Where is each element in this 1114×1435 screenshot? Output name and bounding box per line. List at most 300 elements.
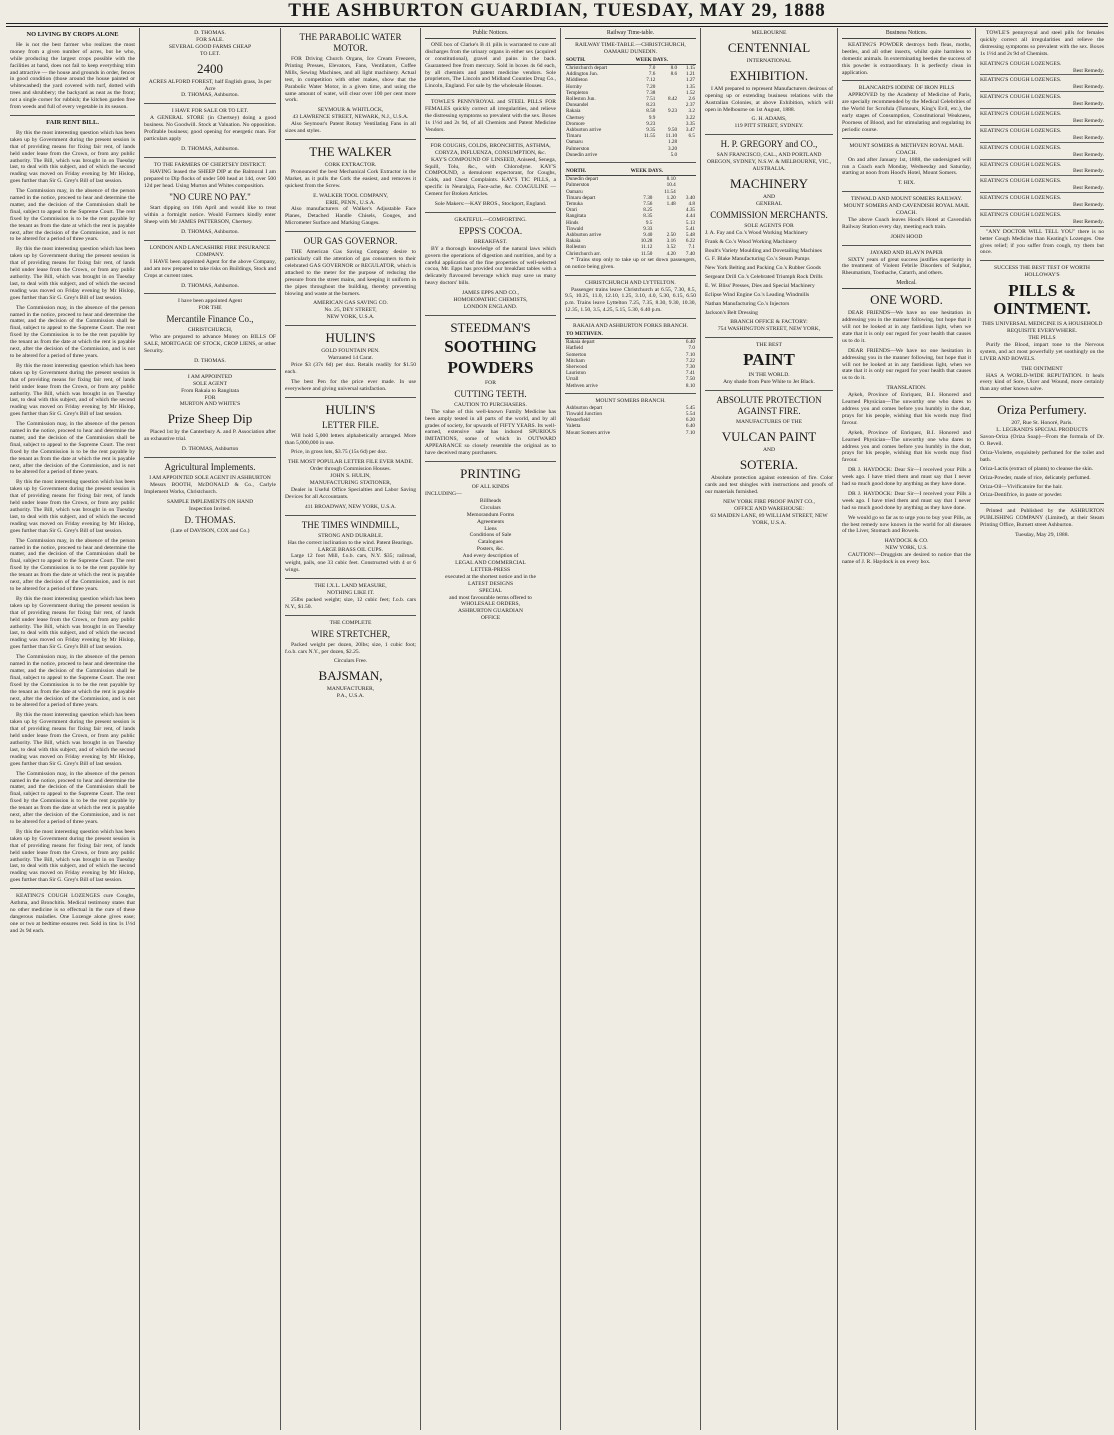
table-cell: 9.35 — [646, 126, 656, 133]
ad-subtitle: WIRE STRETCHER, — [311, 628, 390, 639]
table-cell: 8.50 — [646, 108, 656, 115]
oriza-item: Oriza-Lactis (extract of plants) to cleanse the skin. — [980, 465, 1094, 472]
table-cell: Rolleston Jun. — [566, 95, 596, 102]
ad-signature: D. THOMAS, Ashburton — [181, 446, 239, 453]
ad-subtitle: NOTHING LIKE IT. — [326, 590, 375, 597]
ad-caution: CAUTION TO PURCHASERS. — [454, 401, 527, 408]
divider — [285, 515, 416, 516]
table-cell: Addington Jun. — [566, 71, 598, 78]
table-row — [565, 430, 696, 436]
firm-general: GENERAL — [755, 200, 783, 207]
firm-address: SAN FRANCISCO, CAL., AND PORTLAND OREGON, SYDNEY, N.S.W. & MELBOURNE, VIC., AUSTRALIA. — [706, 152, 832, 173]
ad-order: Order through Commission Houses. — [310, 466, 391, 473]
ad-text: FOR Driving Church Organs, Ice Cream Freezers, Printing Presses, Elevators, Fans, Ventilators, Coffee Mills, Sewing Machines, and all light machinery. Actual test, in competition with other makes, show that the Parabolic Water Motor, in a given time, and using the same amount of water, will clear over 100 per cent more work. — [285, 56, 416, 104]
table-cell: Somerton — [566, 351, 587, 358]
oriza-item: Oriza-Powder, made of rice, delicately perfumed. — [980, 474, 1091, 481]
ad-text: I AM prepared to represent Manufacturers desirous of opening up or extending business relations with the Australian Colonies, at above Exhibition, which will open in Melbourne on 1st August, 1888. — [705, 85, 833, 113]
article-paragraph: By this the most interesting question which has been taken up by Government during the present session is that of providing means for fixing fair rent, of lands held under lease from the Crown, or from any public authority. The Bill, which was brought in on Tuesday last, to deal with this subject, and of which the second reading was moved on Friday evening by Mr Hislop, goes further than Sir G. Grey's Bill of last session. — [10, 479, 135, 534]
divider — [842, 191, 971, 192]
ad-text: "ANY DOCTOR WILL TELL YOU" there is no better Cough Medicine than Keating's Lozenges. One gives relief; if you suffer from cough, try them but once. — [980, 228, 1104, 256]
printing-office: ASHBURTON GUARDIAN — [458, 608, 523, 615]
ad-subtitle: THE OINTMENT — [1021, 365, 1063, 372]
table-cell: 7.20 — [646, 83, 656, 90]
table-cell: 7.51 — [646, 95, 656, 102]
oriza-item: Savon-Oriza (Oriza Soap)—From the formula of Dr. O. Reveil. — [980, 434, 1104, 447]
ad-subtitle: CORK EXTRACTOR. — [324, 161, 377, 168]
firm-commission: COMMISSION MERCHANTS. — [710, 209, 828, 220]
table-header: TO METHVEN. — [565, 330, 696, 339]
agent-item: G. F. Blake Manufacturing Co.'s Steam Pumps — [705, 256, 810, 263]
ad-invite: Inspection Invited. — [189, 505, 231, 512]
vulcan-and: AND — [762, 447, 776, 454]
table-cell: Sherwood — [566, 364, 588, 371]
article-paragraph: The Commission may, in the absence of the person named in the notice, proceed to hear and determine the matter, and the decision of the Commission shall be final, subject to appeal to the Supreme Court. The rent fixed by the Commission is to be the rent payable by the tenant as from the date at which the rent is payable next, after the decision of the Commission, and is not to be altered for a period of three years. — [10, 770, 135, 825]
table-cell: 1.35 — [685, 83, 695, 90]
printing-line: SPECIAL — [479, 587, 502, 594]
lozenge-sub: Best Remedy. — [1072, 168, 1104, 175]
table-cell: 6.20 — [685, 417, 695, 424]
ad-signature: D. THOMAS, Ashburton. — [181, 145, 239, 152]
table-cell: Temuka — [566, 200, 583, 207]
lozenge-sub: Best Remedy. — [1072, 151, 1104, 158]
ad-maker: SEYMOUR & WHITLOCK, — [317, 107, 384, 114]
lozenge-ad — [980, 111, 1104, 126]
ad-signature: D. THOMAS. — [194, 357, 226, 364]
table-cell: Oamaru — [566, 139, 583, 146]
divider — [144, 240, 276, 241]
ad-subtitle: MOUNT SOMERS AND CAVENDISH ROYAL MAIL COACH. — [843, 203, 970, 217]
column-3 — [281, 28, 421, 1430]
ad-address: NEW YORK, U.S. — [885, 545, 928, 552]
ad-title: HULIN'S — [325, 330, 376, 346]
table-cell: 7.40 — [685, 250, 695, 257]
table-cell: Hornby — [566, 83, 582, 90]
ad-title: OUR GAS GOVERNOR. — [303, 236, 398, 247]
column-5 — [561, 28, 701, 1430]
table-cell: Christchurch arr. — [566, 250, 601, 257]
table-cell: 6.22 — [685, 238, 695, 245]
table-row — [565, 383, 696, 389]
table-cell: 10.28 — [640, 238, 653, 245]
section-heading: Medical. — [842, 280, 971, 289]
table-cell: 7.1 — [688, 244, 695, 251]
company-office: OFFICE AND WAREHOUSE: — [734, 505, 804, 512]
ad-text: KAY'S COMPOUND OF LINSEED, Aniseed, Senega, Squill, Tolu, &c., with Chlorodyne. KAY'S COMPOUND, a demulcent expectorant, for Coughs, Colds, and Chest Complaints. KAY'S TIC PILLS, a specific in Neuralgia, Face-ache, &c. COAGULINE — Cement for Broken Articles. — [425, 156, 556, 198]
printing-item: Conditions of Sale — [469, 532, 512, 539]
branch-address: 754 WASHINGTON STREET, NEW YORK, — [717, 325, 821, 332]
divider — [565, 275, 696, 276]
lozenge-sub: Best Remedy. — [1072, 134, 1104, 141]
divider — [705, 337, 833, 338]
ad-text: Pronounced the best Mechanical Cork Extractor in the Market, as it pulls the Cork the easiest, and removes it quickest from the Screw. — [285, 168, 416, 189]
lozenge-title: KEATING'S COUGH LOZENGES. — [980, 94, 1062, 101]
ad-address: P.A., U.S.A. — [336, 693, 365, 700]
ad-text: Placed 1st by the Canterbury A. and P. Association after an exhaustive trial. — [144, 429, 276, 443]
ad-text: SEVERAL GOOD FARMS CHEAP — [168, 43, 252, 50]
ad-address: ERIE, PENN., U.S.A. — [325, 199, 376, 206]
ad-product: Prize Sheep Dip — [167, 411, 253, 427]
ad-text: I HAVE been appointed Agent for the above Company, and am now prepared to take risks on Buildings, Stock and Crops at current rates. — [144, 258, 276, 279]
ad-note: SAMPLE IMPLEMENTS ON HAND — [166, 498, 254, 505]
ad-maker: E. WALKER TOOL COMPANY, — [313, 192, 388, 199]
table-cell: 6.5 — [688, 133, 695, 140]
ad-text: On and after January 1st, 1888, the undersigned will run a Coach each Monday, Wednesday and Saturday, starting at noon from Hood's Hotel, Mount Somers. — [842, 156, 971, 177]
lozenge-title: KEATING'S COUGH LOZENGES. — [980, 77, 1062, 84]
lozenge-sub: Best Remedy. — [1072, 101, 1104, 108]
table-row — [565, 339, 696, 346]
table-cell: Valetta — [566, 423, 581, 430]
ad-subtitle: GOLD FOUNTAIN PEN. — [321, 348, 380, 355]
ad-quote: "NO CURE NO PAY." — [169, 192, 251, 203]
printing-subtitle: OF ALL KINDS — [471, 484, 510, 491]
ad-text: The above Coach leaves Hood's Hotel at Cavendish Railway Station every day, meeting each train. — [842, 216, 971, 230]
article-paragraph: The Commission may, in the absence of the person named in the notice, proceed to hear and determine the matter, and the decision of the Commission shall be final, subject to appeal to the Supreme Court. The rent fixed by the Commission is to be the rent payable by the tenant as from the date at which the rent is payable next, after the decision of the Commission, and is not to be altered for a period of three years. — [10, 654, 135, 709]
printing-item: Catalogues — [478, 539, 503, 546]
divider — [144, 293, 276, 294]
ad-text: A GENERAL STORE (in Chertsey) doing a good business. No Goodwill. Stock at Valuation. No opposition. Profitable business; good opening for energetic man. For particulars apply — [144, 115, 276, 142]
ad-maker: BAJSMAN, — [318, 668, 383, 684]
table-row — [565, 152, 696, 158]
table-row — [565, 176, 696, 183]
article-paragraph: By this the most interesting question which has been taken up by Government during the present session is that of providing means for fixing fair rent, of lands held under lease from the Crown, or from any public authority. The Bill, which was brought in on Tuesday last, to deal with this subject, and of which the second reading was moved on Friday evening by Mr Hislop, goes further than Sir G. Grey's Bill of last session. — [10, 828, 135, 884]
ad-note: The best Pen for the price ever made. In use everywhere and giving universal satisfaction. — [285, 378, 416, 392]
ad-heading: FOR COUGHS, COLDS, BRONCHITIS, ASTHMA, CORYZA, INFLUENZA, CONSUMPTION, &c. — [430, 142, 551, 156]
oriza-list — [980, 434, 1104, 499]
lozenge-sub: Best Remedy. — [1072, 117, 1104, 124]
table-cell: 6.40 — [685, 339, 695, 346]
ad-text: Has the correct inclination to the wind. Patent Bearings. — [287, 539, 414, 546]
printing-including: INCLUDING— — [425, 490, 462, 497]
divider — [425, 461, 556, 462]
protection-subtitle: MANUFACTURES OF THE — [736, 419, 802, 426]
table-cell: Urrall — [566, 376, 579, 383]
ad-title: BLANCARD'S IODINE OF IRON PILLS — [858, 85, 955, 92]
section-heading: RAKAIA AND ASHBURTON FORKS BRANCH. — [572, 323, 689, 330]
agent-item: Sergeant Drill Co.'s Celebrated Triumph Rock Drills — [705, 274, 823, 281]
table-cell: Templeton — [566, 89, 589, 96]
table-cell: Dromore — [566, 120, 585, 127]
agent-item: E. W. Bliss' Presses, Dies and Special Machinery — [705, 283, 815, 290]
ad-text: BY a thorough knowledge of the natural laws which govern the operations of digestion and nutrition, and by a careful application of the fine properties of well-selected cocoa, Mr. Epps has provided our breakfast tables with a delicately flavoured beverage which may save us many heavy doctors' bills. — [425, 245, 556, 287]
table-cell: 11.10 — [665, 133, 678, 140]
table-cell: 3.47 — [685, 126, 695, 133]
divider — [565, 393, 696, 394]
printing-line: LATEST DESIGNS — [467, 580, 514, 587]
divider — [425, 212, 556, 213]
ad-brand: HOLLOWAY'S — [1024, 272, 1060, 279]
article-paragraph: By this the most interesting question which has been taken up by Government during the present session is that of providing means for fixing fair rent, of lands held under lease from the Crown, or from any public authority. The Bill, which was brought in on Tuesday last, to deal with this subject, and of which the second reading was moved on Friday evening by Mr Hislop, goes further than Sir G. Grey's Bill of last session. — [10, 129, 135, 185]
table-cell: Oamaru — [566, 188, 583, 195]
table-cell: 8.10 — [666, 176, 676, 183]
table-cell: 2.37 — [685, 102, 695, 109]
table-cell: 9.23 — [668, 108, 678, 115]
divider — [980, 397, 1104, 398]
divider — [980, 260, 1104, 261]
ad-popular: THE MOST POPULAR LETTER FILE EVER MADE. — [287, 459, 414, 466]
divider — [10, 115, 135, 116]
section-heading: Railway Time-table. — [565, 30, 696, 39]
ad-text: Aykeh, Province of Enriquez, B.I. Honored and Learned Physician—The unworthy one who dares to address you and comes before you humbly in the dust, prays for his people, wishing that his words may find favour. — [842, 392, 971, 426]
table-cell: Timaru depart — [566, 194, 596, 201]
table-cell: 3.40 — [685, 194, 695, 201]
table-cell: Mitcham — [566, 357, 585, 364]
timetable-note: * Trains stop only to take up or set down passengers, on notice being given. — [565, 256, 696, 270]
ad-for: FOR — [204, 394, 216, 401]
column-4 — [421, 28, 561, 1430]
table-cell: 7.0 — [688, 345, 695, 352]
soteria-text: Absolute protection against extension of fire. Color cards and test shingles with instructions and proofs of our materials furnished. — [705, 475, 833, 495]
lozenge-ad — [980, 77, 1104, 92]
divider — [10, 888, 135, 889]
ad-address: 411 BROADWAY, NEW YORK, U.S.A. — [304, 503, 397, 510]
ad-acres: 2400 — [197, 60, 223, 76]
article-paragraph: By this the most interesting question which has been taken up by Government during the present session is that of providing means for fixing fair rent, of lands held under lease from the Crown, or from any public authority. The Bill, which was brought in on Tuesday last, to deal with this subject, and of which the second reading was moved on Friday evening by Mr Hislop, goes further than Sir G. Grey's Bill of last session. — [10, 246, 135, 301]
ad-title: STEEDMAN'S — [450, 319, 531, 335]
ad-city: CHRISTCHURCH, — [187, 327, 233, 334]
ad-text: HAS A WORLD-WIDE REPUTATION. It heals every kind of Sore, Ulcer and Wound, more certainly than any other known salve. — [980, 372, 1104, 393]
lozenge-sub: Best Remedy. — [1072, 84, 1104, 91]
ad-signature: JOHN HOOD — [890, 233, 923, 240]
table-cell: 3.22 — [685, 114, 695, 121]
table-cell — [630, 176, 654, 183]
lozenge-ad — [980, 162, 1104, 177]
divider — [285, 578, 416, 579]
table-cell: 8.10 — [685, 382, 695, 389]
column-8 — [976, 28, 1108, 1430]
ad-title: ONE WORD. — [870, 292, 943, 308]
oriza-item: Oriza-Violette, exquisitely perfumed for the toilet and bath. — [980, 449, 1104, 463]
ad-title: EXHIBITION. — [729, 67, 809, 83]
table-cell: 9.33 — [643, 225, 653, 232]
ad-trade: MANUFACTURING STATIONER, — [309, 480, 392, 487]
protection-title: ABSOLUTE PROTECTION AGAINST FIRE. — [716, 395, 822, 417]
divider — [980, 503, 1104, 504]
divider — [425, 138, 556, 139]
agent-item: New York Belting and Packing Co.'s Rubber Goods — [705, 265, 821, 272]
table-cell: Rakaia — [566, 108, 581, 115]
table-cell: 4.44 — [685, 213, 695, 220]
table-cell: 5.13 — [685, 219, 695, 226]
article-paragraph: By this the most interesting question which has been taken up by Government during the present session is that of providing means for fixing fair rent, of lands held under lease from the Crown, or from any public authority. The Bill, which was brought in on Tuesday last, to deal with this subject, and of which the second reading was moved on Friday evening by Mr Hislop, goes further than Sir G. Grey's Bill of last session. — [10, 362, 135, 418]
table-cell: 7.30 — [643, 194, 653, 201]
table-cell: 7.41 — [685, 370, 695, 377]
lozenge-title: KEATING'S COUGH LOZENGES. — [980, 127, 1062, 134]
ad-for: FOR — [485, 379, 496, 386]
article-heading: FAIR RENT BILL. — [46, 118, 99, 126]
divider — [842, 245, 971, 246]
imprint-date: Tuesday, May 29, 1888. — [1015, 532, 1069, 539]
company-address: 63 MAIDEN LANE, 89 WILLIAM STREET, NEW YORK, U.S.A. — [710, 512, 828, 526]
ad-city: NEW YORK, U.S.A. — [326, 314, 375, 321]
ad-signature: T. HIX. — [897, 180, 916, 187]
masthead-rule-double — [6, 26, 1108, 27]
table-cell: 7.22 — [685, 357, 695, 364]
table-cell: 6.40 — [685, 423, 695, 430]
printing-items — [425, 498, 556, 553]
ad-circulars: Circulars Free. — [333, 658, 368, 665]
imprint: Printed and Published by the ASHBURTON PUBLISHING COMPANY (Limited), at their Steam Printing Office, Burnett street Ashburton. — [980, 508, 1104, 529]
ad-text: ACRES ALFORD FOREST, half English grass, 3s per Acre — [148, 78, 272, 92]
ad-title: JAYARD AND BLAYN PAPER — [870, 249, 943, 256]
printing-line: And every description of — [462, 553, 519, 560]
oriza-item: Oriza-Dentifrice, in paste or powder. — [980, 492, 1063, 499]
divider — [144, 157, 276, 158]
printing-line: WHOLESALE ORDERS, — [460, 601, 521, 608]
table-cell: 8.42 — [668, 95, 678, 102]
firm-and: AND — [762, 193, 776, 200]
table-cell: 5.54 — [685, 411, 695, 417]
table-cell: 3.35 — [685, 120, 695, 127]
vulcan-title: VULCAN PAINT — [721, 429, 817, 445]
table-cell: 9.9 — [648, 114, 656, 121]
table-cell: 7.56 — [643, 200, 653, 207]
lozenge-ad — [980, 178, 1104, 193]
table-cell: 10.4 — [666, 182, 676, 189]
table-cell: 8.0 — [670, 64, 678, 71]
ad-title: MOUNT SOMERS & METHVEN ROYAL MAIL COACH. — [849, 142, 964, 156]
masthead — [0, 0, 1114, 22]
table-cell: 11.55 — [643, 133, 656, 140]
ad-text: 25lbs packed weight; size, 12 cubic feet; f.o.b. cars N.Y., $1.50. — [285, 596, 416, 610]
table-cell: 1.27 — [685, 77, 695, 84]
table-cell: Dunedin depart — [566, 176, 599, 183]
article-paragraph: The Commission may, in the absence of the person named in the notice, proceed to hear and determine the matter, and the decision of the Commission shall be final, subject to appeal to the Supreme Court. The rent fixed by the Commission is to be the rent payable by the tenant as from the date at which the rent is payable next, after the decision of the Commission, and is not to be altered for a period of three years. — [10, 537, 135, 592]
ad-text: LARGE BRASS OIL CUPS. — [317, 546, 384, 553]
columns — [6, 28, 1108, 1430]
ad-subtitle: THE PILLS — [1028, 335, 1056, 341]
table-cell: Lauriston — [566, 370, 586, 377]
table-cell: 4.35 — [685, 207, 695, 214]
ad-text: Messrs BOOTH, McDONALD & Co., Carlyle Implement Works, Christchurch. — [144, 481, 276, 495]
ad-address: 207, Rue St. Honoré, Paris. — [1011, 420, 1073, 427]
ad-heading: SUCCESS THE BEST TEST OF WORTH — [994, 265, 1090, 272]
divider — [144, 457, 276, 458]
column-6 — [701, 28, 838, 1430]
printing-line: LETTER-PRESS — [470, 566, 511, 573]
ad-text: DEAR FRIENDS—We have no one hesitation in addressing you in the manner following, but hope that it will not be looked at in any fastidious light, when we state that it is only our regard for your health that causes us to do it. — [842, 310, 971, 344]
section-heading: MOUNT SOMERS BRANCH. — [595, 397, 666, 404]
table-cell: 4.20 — [666, 250, 676, 257]
divider — [144, 369, 276, 370]
lozenge-title: KEATING'S COUGH LOZENGES. — [980, 161, 1062, 168]
table-cell: 1.28 — [668, 139, 678, 146]
ad-signature: D. THOMAS. — [184, 514, 236, 525]
table-cell — [678, 152, 696, 158]
column-1 — [6, 28, 140, 1430]
lozenge-sub: Best Remedy. — [1072, 67, 1104, 74]
table-cell: 1.15 — [685, 64, 695, 71]
timetable-text: Passenger trains leave Christchurch at 6.55, 7.30, 8.5, 9.5, 10.25, 11.0, 12.10, 1.25, 3.10, 4.0, 5.30, 6.15, 6.50 p.m. Trains leave Lyttelton 7.25, 7.35, 8.30, 9.30, 10.30, 12.35, 1.50, 3.5, 4.25, 5.15, 5.30, 6.40 p.m. — [565, 286, 696, 314]
table-cell: 11.54 — [664, 188, 676, 195]
divider — [285, 139, 416, 140]
lozenge-ads — [980, 61, 1104, 227]
ad-text: Aykeh, Province of Enriquez, B.I. Honored and Learned Physician—The unworthy one who dares to address you and comes before you humbly in the dust, prays for his people, wishing that his words may find favour. — [842, 429, 971, 464]
agent-item: Boult's Variety Moulding and Dovetailing Machines — [705, 247, 822, 254]
divider — [425, 315, 556, 316]
timetable-mount-somers — [565, 405, 696, 436]
ad-city: LONDON ENGLAND. — [463, 304, 518, 310]
table-cell: Dunedin arrive — [566, 151, 598, 158]
ad-title: EPPS'S COCOA. — [458, 225, 523, 236]
ad-text: We would go so far as to urge you to buy your Pills, as the best remedy now known in the world for all diseases of the Liver, Stomach and Bowels. — [842, 514, 971, 535]
column-2 — [140, 28, 281, 1430]
table-cell: 11.12 — [640, 244, 653, 251]
ad-signature: D. THOMAS, Ashburton. — [181, 282, 239, 289]
table-cell: Chertsey — [566, 114, 585, 121]
section-heading: CHRISTCHURCH AND LYTTELTON. — [585, 279, 676, 286]
table-cell: Timaru — [566, 133, 582, 140]
lozenge-ad — [980, 128, 1104, 143]
ad-text: Purify the Blood, impart tone to the Nervous system, and act most powerfully yet soothingly on the LIVER AND BOWELS. — [980, 341, 1104, 362]
lozenge-title: KEATING'S COUGH LOZENGES. — [980, 211, 1062, 218]
agent-item: Jackson's Belt Dressing — [705, 309, 758, 316]
ad-title: THE I.X.L. LAND MEASURE, — [314, 583, 387, 590]
article-paragraph: He is not the best farmer who realizes the most money from a given number of acres, but he who, while producing the largest crops possible with the facilities at hand, does not fail to keep everything trim and attractive — the house and grounds in order, fences in good condition (those around the house painted or whitewashed) the yard covered with turf, dotted with trees and shrubbery; the backyard as neat as the front; not a single corner for rubbish; the kitchen garden free from weeds and full of every vegetable in its season. — [10, 41, 135, 111]
ad-company: Mercantile Finance Co., — [166, 314, 254, 325]
ad-subtitle: BREAKFAST. — [473, 238, 508, 245]
divider — [144, 103, 276, 104]
ad-maker: Sole Makers:—KAY BROS., Stockport, England. — [434, 201, 547, 208]
table-header: WEEK DAYS. — [635, 56, 696, 65]
article-heading: NO LIVING BY CROPS ALONE — [26, 31, 119, 38]
table-cell: Westerfield — [566, 417, 590, 424]
table-cell: 1.21 — [685, 71, 695, 78]
divider — [705, 134, 833, 135]
table-cell: 2.6 — [688, 95, 695, 102]
table-cell: 8.35 — [643, 213, 653, 220]
divider — [285, 325, 416, 326]
ad-heading: I AM APPOINTED — [187, 373, 233, 380]
ad-text: Dealer in Useful Office Specialties and Labor Saving Devices for all Accountants. — [285, 486, 416, 500]
table-cell: 8.6 — [670, 71, 678, 78]
ad-title: Oriza Perfumery. — [997, 402, 1087, 418]
ad-text: KEATING'S POWDER destroys both fleas, moths, beetles, and all other insects, whilst quite harmless to domestic animals. In exterminating beetles the success of this powder is extraordinary. It is perfectly clean in application. — [842, 41, 971, 76]
paint-text: Any shade from Pure White to Jet Black. — [723, 379, 815, 386]
column-7 — [838, 28, 976, 1430]
ad-text: APPROVED by the Academy of Medicine of Paris, are specially recommended by the Medical Celebrities of the World for Scrofula (Tumours, King's Evil, etc.), the early stages of Consumption, Constitutional Weakness, Poorness of Blood, and for stimulating and regulating its periodic course. — [842, 92, 971, 133]
table-cell: 7.12 — [646, 77, 656, 84]
ad-text: Will hold 5,000 letters alphabetically arranged. More than 5,000,000 in use. — [285, 432, 416, 446]
ad-text: THIS UNIVERSAL MEDICINE IS A HOUSEHOLD REQUISITE EVERYWHERE. — [981, 321, 1103, 335]
table-cell: 7.10 — [685, 429, 695, 436]
timetable-south — [565, 56, 696, 158]
ad-note: Also manufacturers of Walker's Adjustable Face Planes, Detached Handle Chisels, Gouges, and Micrometer Surface and Marking Gauges. — [285, 206, 416, 227]
ad-price: Price $3 (37s 6d) per doz. Retails readily for $1.50 each. — [285, 362, 416, 375]
ad-heading: TO THE FARMERS OF CHERTSEY DISTRICT. — [153, 161, 267, 168]
table-cell: 7.30 — [685, 364, 695, 371]
ad-appointed: I AM APPOINTED SOLE AGENT IN ASHBURTON — [149, 475, 271, 482]
table-cell: 9.23 — [646, 120, 656, 127]
divider — [842, 138, 971, 139]
agent-item: Eclipse Wind Engine Co.'s Leading Windmills — [705, 292, 810, 299]
ad-subhead: FOR SALE. — [196, 36, 224, 43]
ad-title: THE TIMES WINDMILL, — [301, 519, 400, 530]
ad-text: DR J. HAYDOCK: Dear Sir—I received your Pills a week ago. I have tried them and must say that I never had so much good done by anything as they have done. — [842, 467, 971, 488]
divider — [842, 80, 971, 81]
ad-title: PILLS & OINTMENT. — [993, 281, 1091, 319]
table-cell: 3.16 — [666, 238, 676, 245]
ad-text: The value of this well-known Family Medicine has been amply tested in all parts of the world, and by all grades of society, for upwards of FIFTY YEARS. Its well-earned, extensive sale has induced SPURIOUS IMITATIONS, some of which in OUTWARD APPEARANCE so closely resemble the original as to have deceived many purchasers. — [425, 408, 556, 457]
ad-trade: MANUFACTURER, — [326, 686, 375, 693]
timetable-title: RAILWAY TIME-TABLE.—CHRISTCHURCH, OAMARU DUNEDIN. — [575, 41, 686, 55]
ad-price: Price, in gross lots, $3.75 (15s 6d) per doz. — [291, 449, 388, 456]
table-cell: Tinwald — [566, 225, 584, 232]
ad-heading: Agricultural Implements. — [164, 462, 256, 473]
ad-use: CUTTING TEETH. — [454, 388, 527, 399]
printing-item: Agreements — [476, 518, 505, 525]
lozenge-ad — [980, 195, 1104, 210]
lozenge-title: KEATING'S COUGH LOZENGES. — [980, 60, 1062, 67]
